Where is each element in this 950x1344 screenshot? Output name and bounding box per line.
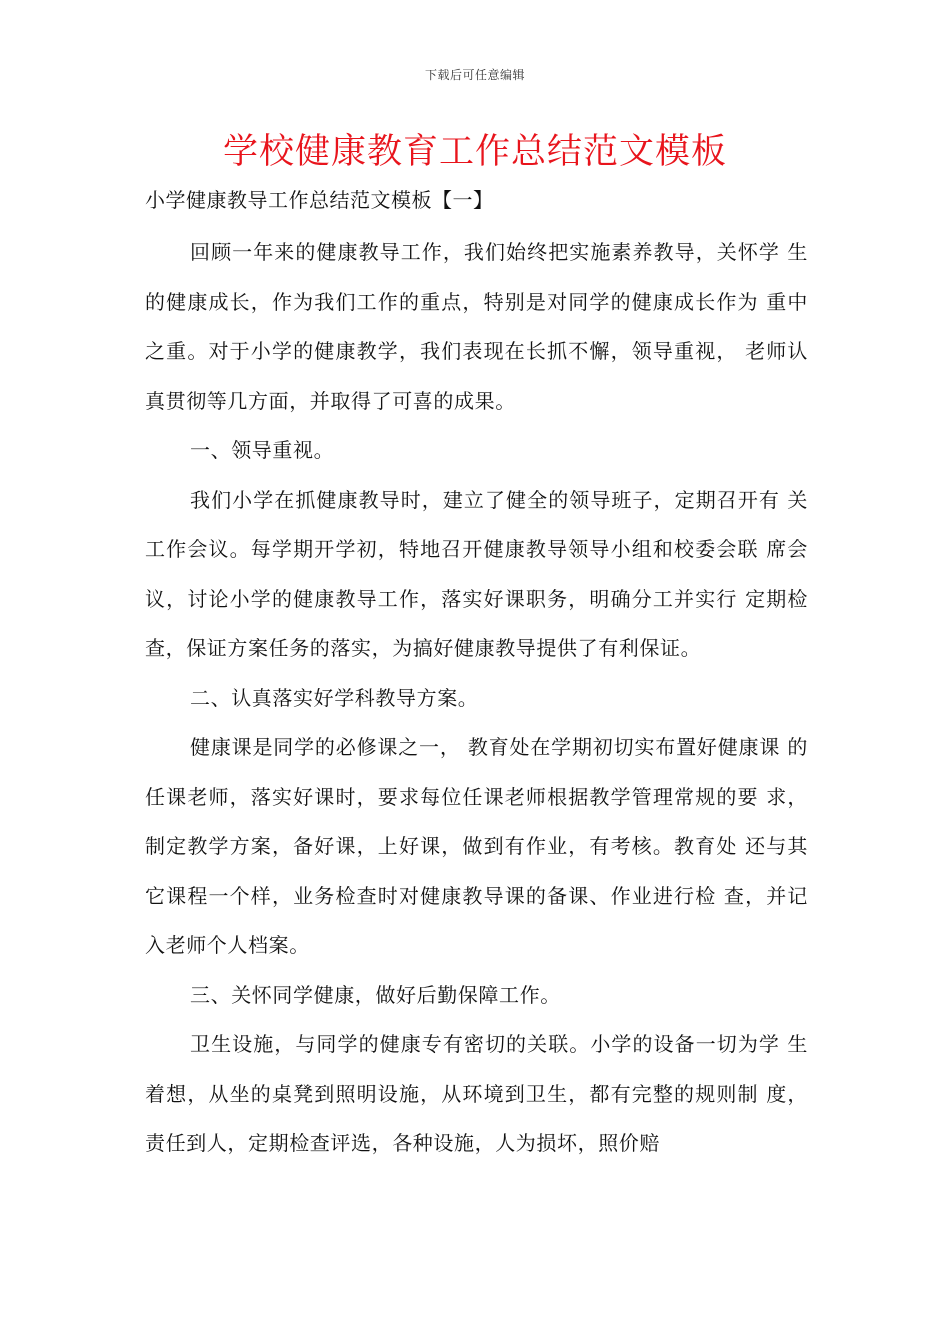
paragraph-intro: 回顾一年来的健康教导工作，我们始终把实施素养教导，关怀学 生的健康成长，作为我们工作的重点，特别是对同学的健康成长作为 重中之重。对于小学的健康教学，我们表现在长抓不懈，领导重视， 老师认真贯彻等几方面，并取得了可喜的成果。	[145, 240, 808, 413]
section-subtitle: 小学健康教导工作总结范文模板【一】	[145, 188, 494, 212]
heading-logistics: 三、关怀同学健康，做好后勤保障工作。	[190, 982, 561, 1007]
paragraph-curriculum: 健康课是同学的必修课之一， 教育处在学期初切实布置好健康课 的任课老师，落实好课时，要求每位任课老师根据教学管理常规的要 求，制定教学方案，备好课，上好课，做到有作业，有考核。教育处 还与其它课程一个样，业务检查时对健康教导课的备课、作业进行检 查，并记入老师个人档案。	[145, 735, 808, 957]
heading-curriculum: 二、认真落实好学科教导方案。	[190, 685, 479, 710]
paragraph-leadership: 我们小学在抓健康教导时，建立了健全的领导班子，定期召开有 关工作会议。每学期开学初，特地召开健康教导领导小组和校委会联 席会议，讨论小学的健康教导工作，落实好课职务，明确分工并实行 定期检查，保证方案任务的落实，为搞好健康教导提供了有利保证。	[145, 487, 808, 660]
paragraph-logistics: 卫生设施，与同学的健康专有密切的关联。小学的设备一切为学 生着想，从坐的桌凳到照明设施，从环境到卫生，都有完整的规则制 度，责任到人，定期检查评选，各种设施，人为损坏，照价赔	[145, 1032, 808, 1155]
header-note: 下载后可任意编辑	[424, 68, 525, 82]
document-title: 学校健康教育工作总结范文模板	[222, 132, 727, 172]
document-body	[145, 228, 808, 1169]
heading-leadership: 一、领导重视。	[190, 438, 335, 462]
